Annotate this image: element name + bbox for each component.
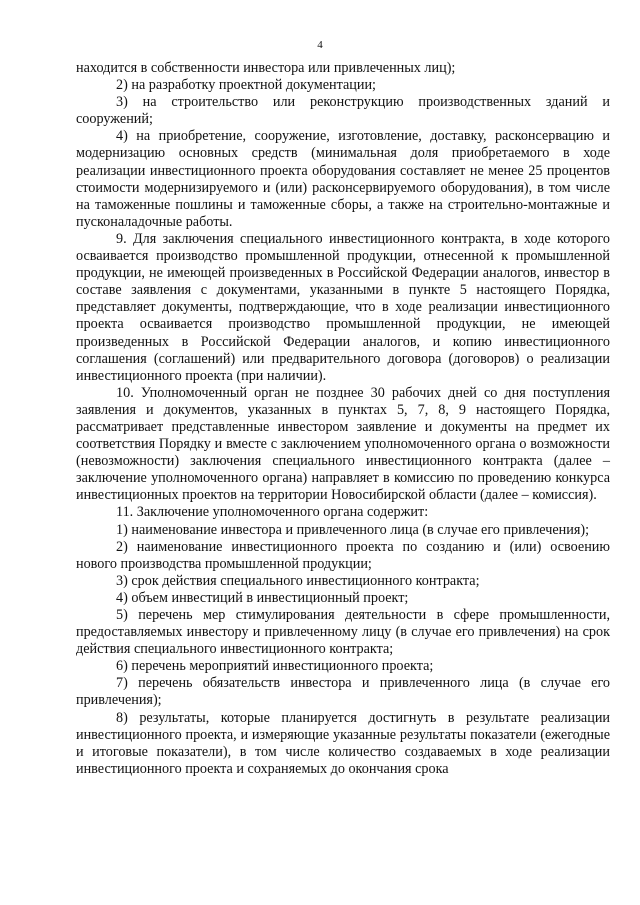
clause-11-item-3: 3) срок действия специального инвестиционного контракта; [116, 572, 480, 589]
list-item-fixed-assets: 4) на приобретение, сооружение, изготовление, доставку, расконсервацию и модернизацию основных средств (минимальная доля приобретаемого в ходе реализации инвестиционного проекта оборудования составляет не менее 25 процентов стоимости модернизируемого и (или) расконсервируемого оборудования), в том числе на таможенные пошлины и таможенные сборы, а также на строительно-монтажные и пусконаладочные работы. [76, 128, 610, 230]
clause-9: 9. Для заключения специального инвестиционного контракта, в ходе которого осваивается производство промышленной продукции, отнесенной к промышленной продукции, не имеющей произведенных в Российской Федерации аналогов, инвестор в составе заявления с документами, указанными в пункте 5 настоящего Порядка, представляет документы, подтверждающие, что в ходе реализации инвестиционного проекта осваивается производство промышленной продукции, не имеющей произведенных в Российской Федерации аналогов, и копию инвестиционного соглашения (соглашений) или предварительного договора (договоров) о реализации инвестиционного проекта (при наличии). [76, 230, 610, 384]
paragraph-continuation: находится в собственности инвестора или привлеченных лиц); [76, 60, 456, 76]
clause-11-item-4: 4) объем инвестиций в инвестиционный проект; [116, 589, 409, 606]
list-item-project-documentation: 2) на разработку проектной документации; [116, 77, 376, 94]
clause-11-item-6: 6) перечень мероприятий инвестиционного проекта; [116, 658, 434, 675]
clause-11-item-8: 8) результаты, которые планируется достигнуть в результате реализации инвестиционного проекта, и измеряющие указанные результаты показатели (ежегодные и итоговые показатели), в том числе количество создаваемых в ходе реализации инвестиционного проекта и сохраняемых до окончания срока [76, 709, 610, 777]
clause-11-item-1: 1) наименование инвестора и привлеченного лица (в случае его привлечения); [116, 521, 590, 538]
clause-11-item-7: 7) перечень обязательств инвестора и привлеченного лица (в случае его привлечения); [76, 675, 610, 709]
page-number: 4 [317, 39, 323, 51]
clause-10: 10. Уполномоченный орган не позднее 30 рабочих дней со дня поступления заявления и документов, указанных в пунктах 5, 7, 8, 9 настоящего Порядка, рассматривает представленные инвестором заявление и документы на предмет их соответствия Порядку и вместе с заключением уполномоченного органа о возможности (невозможности) заключения специального инвестиционного контракта (далее – заключение уполномоченного органа) направляет в комиссию по проведению конкурса инвестиционных проектов на территории Новосибирской области (далее – комиссия). [76, 384, 610, 504]
clause-11-item-5: 5) перечень мер стимулирования деятельности в сфере промышленности, предоставляемых инвестору и привлеченному лицу (в случае его привлечения) на срок действия специального инвестиционного контракта; [76, 607, 610, 658]
clause-11: 11. Заключение уполномоченного органа содержит: [116, 504, 429, 521]
list-item-construction: 3) на строительство или реконструкцию производственных зданий и сооружений; [76, 94, 610, 128]
clause-11-item-2: 2) наименование инвестиционного проекта по созданию и (или) освоению нового производства промышленной продукции; [76, 538, 610, 572]
document-body [76, 60, 610, 778]
